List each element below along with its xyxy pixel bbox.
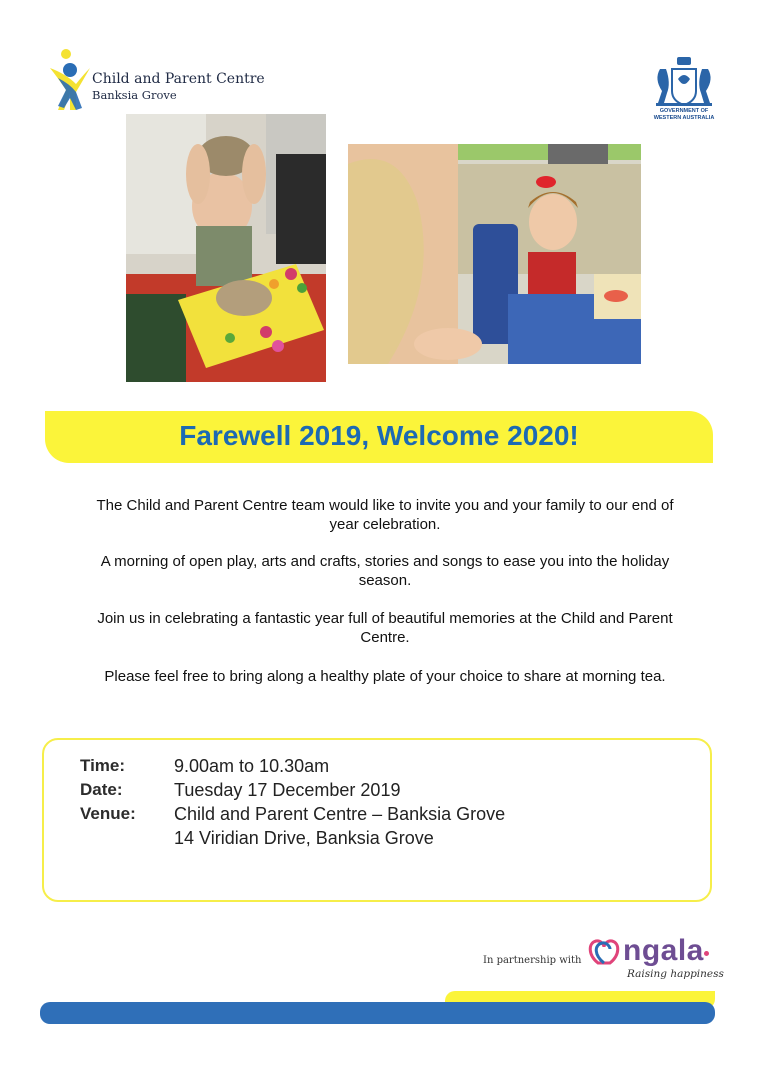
time-value: 9.00am to 10.30am: [174, 756, 330, 776]
gov-line-2: WESTERN AUSTRALIA: [653, 114, 715, 121]
venue-address: 14 Viridian Drive, Banksia Grove: [174, 828, 434, 848]
ngala-logo-text: ngala: [623, 934, 704, 967]
venue-label: Venue:: [80, 804, 136, 823]
photo-child-playdough: [126, 114, 326, 382]
morning-tea-paragraph: Please feel free to bring along a healthy plate of your choice to share at morning tea.: [104, 668, 666, 685]
partnership-intro: In partnership with: [483, 955, 582, 966]
date-value: Tuesday 17 December 2019: [174, 780, 401, 800]
gov-caption: [644, 108, 724, 121]
gov-line-1: GOVERNMENT OF: [659, 108, 709, 114]
org-title: Child and Parent Centre: [92, 71, 265, 87]
org-subtitle: Banksia Grove: [92, 88, 177, 102]
time-label: Time:: [80, 756, 126, 775]
ngala-dot-icon: [704, 951, 709, 956]
event-title: Farewell 2019, Welcome 2020!: [179, 420, 579, 451]
photo-child-at-table: [348, 144, 641, 364]
invite-paragraph: The Child and Parent Centre team would like to invite you and your family to our end of year celebration.: [96, 497, 674, 533]
celebration-paragraph: Join us in celebrating a fantastic year full of beautiful memories at the Child and Parent Centre.: [97, 610, 673, 646]
date-label: Date:: [80, 780, 123, 799]
ngala-heart-icon: [588, 937, 624, 967]
venue-name: Child and Parent Centre – Banksia Grove: [174, 804, 506, 824]
ngala-tagline: Raising happiness: [627, 968, 724, 980]
activities-paragraph: A morning of open play, arts and crafts, stories and songs to ease you into the holiday season.: [100, 553, 670, 589]
footer-blue-bar: [40, 1002, 715, 1024]
